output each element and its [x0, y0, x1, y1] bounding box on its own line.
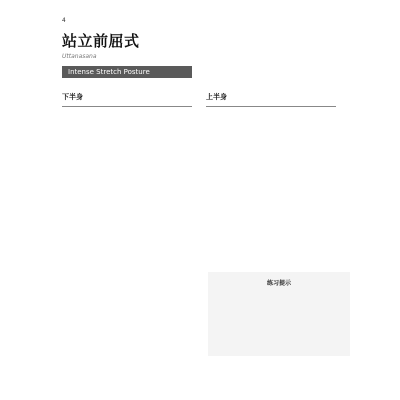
running-header: [62, 14, 76, 26]
page-number: 4: [62, 16, 66, 24]
left-column: [62, 86, 192, 386]
practice-tip-box: [208, 272, 350, 356]
section-divider: [206, 106, 336, 107]
lower-body-heading: 下半身: [62, 93, 83, 101]
pose-english-name-bar: Intense Stretch Posture: [62, 66, 192, 78]
upper-body-heading: 上半身: [206, 93, 227, 101]
pose-title: 站立前屈式: [62, 32, 140, 50]
pose-sanskrit-name: Uttanasana: [62, 53, 97, 60]
practice-tip-title: 练习提示: [266, 280, 291, 287]
section-divider: [62, 106, 192, 107]
